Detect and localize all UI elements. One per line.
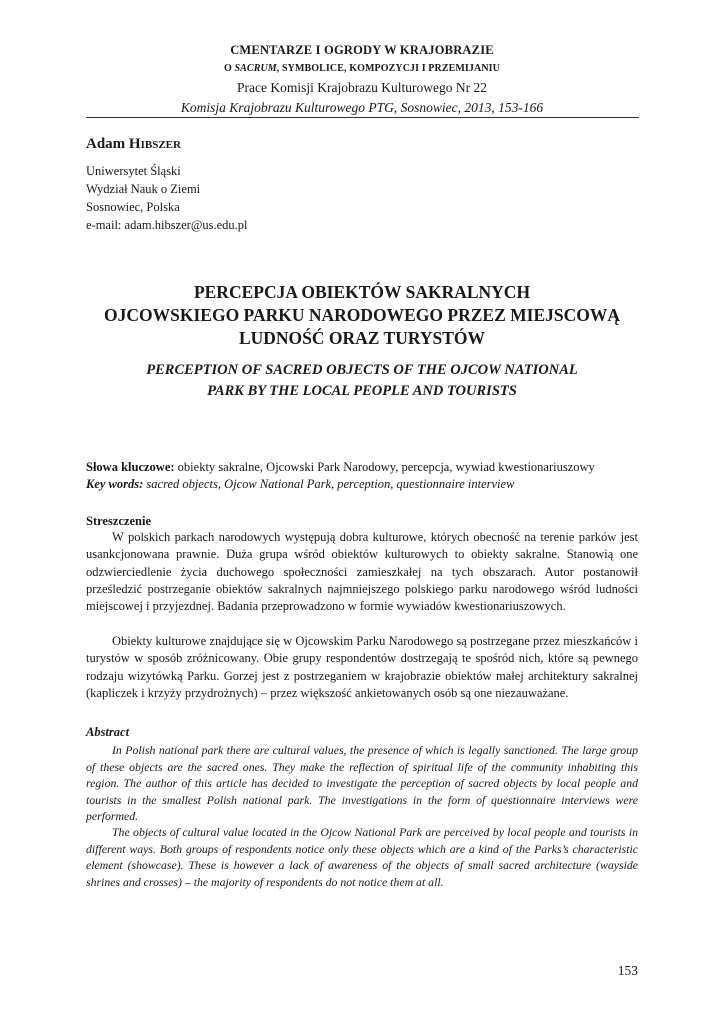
affiliation-faculty: Wydział Nauk o Ziemi xyxy=(86,182,201,196)
streszczenie-paragraph-1: W polskich parkach narodowych występują dobra kulturowe, których obecność na terenie parków jest usankcjonowana prawnie. Duża grupa wśród obiektów kulturowych to obiekty sakralne. Stanowią one odzwierciedlenie życia duchowego społeczności zamieszkałej na tych obszarach. Autor postanowił prześledzić postrzeganie obiektów sakralnych najmniejszego polskiego parku narodowego wśród ludności miejscowej i przyjezdnej. Badania przeprowadzono w formie wywiadów kwestionariuszowych. xyxy=(86,530,638,614)
journal-name: Prace Komisji Krajobrazu Kulturowego Nr 22 xyxy=(236,80,488,95)
keywords-polish: Słowa kluczowe: obiekty sakralne, Ojcowski Park Narodowy, percepcja, wywiad kwestionariuszowy xyxy=(86,460,595,474)
author-email: e-mail: adam.hibszer@us.edu.pl xyxy=(86,218,248,232)
author-name: Adam Hibszer xyxy=(86,136,181,152)
streszczenie-paragraph-2: Obiekty kulturowe znajdujące się w Ojcowskim Parku Narodowego są postrzegane przez mieszkańców i turystów w sposób zróżnicowany. Obie grupy respondentów dostrzegają te spośród nich, które są pewnego rodzaju wizytówką Parku. Gorzej jest z postrzeganiem w krajobrazie obiektów małej architektury sakralnej (kapliczek i krzyży przydrożnych) – przez większość ankietowanych osób są one niezauważane. xyxy=(86,634,638,700)
title-polish: PERCEPCJA OBIEKTÓW SAKRALNYCH OJCOWSKIEGO PARKU NARODOWEGO PRZEZ MIEJSCOWĄ LUDNOŚĆ ORAZ TURYSTÓW xyxy=(104,282,620,348)
affiliation-city: Sosnowiec, Polska xyxy=(86,200,180,214)
affiliation-university: Uniwersytet Śląski xyxy=(86,164,181,178)
page-number: 153 xyxy=(617,963,638,978)
abstract-paragraph-2: The objects of cultural value located in the Ojcow National Park are perceived by local people and tourists in different ways. Both groups of respondents notice only these objects which are a kind of the Parks’s characteristic element (showcase). These is however a lack of awareness of the objects of small sacred architecture (wayside shrines and crosses) – the majority of respondents do not notice them at all. xyxy=(86,825,638,889)
series-title: CMENTARZE I OGRODY W KRAJOBRAZIE xyxy=(230,43,494,57)
publisher-line: Komisja Krajobrazu Kulturowego PTG, Sosnowiec, 2013, 153-166 xyxy=(180,100,544,115)
keywords-english: Key words: sacred objects, Ojcow National Park, perception, questionnaire interview xyxy=(86,477,515,491)
abstract-heading: Abstract xyxy=(86,725,130,739)
series-subtitle: O SACRUM, SYMBOLICE, KOMPOZYCJI I PRZEMIJANIU xyxy=(224,63,500,74)
title-english: PERCEPTION OF SACRED OBJECTS OF THE OJCOW NATIONAL PARK BY THE LOCAL PEOPLE AND TOURISTS xyxy=(146,362,578,399)
header-rule xyxy=(86,117,639,118)
streszczenie-heading: Streszczenie xyxy=(86,514,152,528)
abstract-paragraph-1: In Polish national park there are cultural values, the presence of which is legally sanctioned. The large group of these objects are the sacred ones. They make the reflection of spiritual life of the community inhabiting this region. The author of this article has decided to investigate the perception of sacred objects by local people and tourists in the smallest Polish national park. The investigations in the form of questionnaire interviews were performed. xyxy=(86,743,638,823)
